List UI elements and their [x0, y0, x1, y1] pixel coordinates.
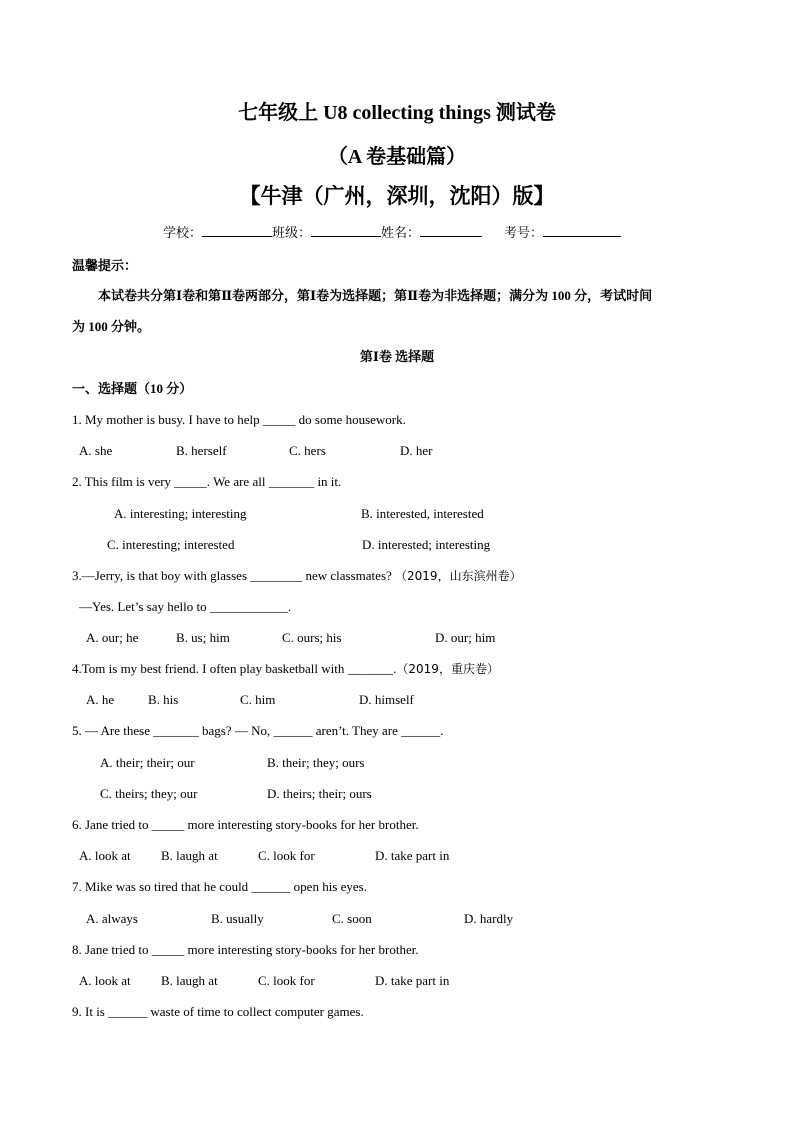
- question-stem: 2. This film is very _____. We are all _______ in it.: [72, 474, 342, 489]
- tips-heading: 温馨提示：: [72, 258, 138, 273]
- option-a[interactable]: A. look at: [79, 973, 131, 988]
- option-d[interactable]: D. theirs; their; ours: [267, 786, 372, 801]
- question-stem: 6. Jane tried to _____ more interesting story-books for her brother.: [72, 817, 419, 832]
- section1-heading: 一、选择题（10 分）: [72, 381, 193, 396]
- option-d[interactable]: D. take part in: [375, 973, 450, 988]
- option-a[interactable]: A. look at: [79, 848, 131, 863]
- question-stem: 8. Jane tried to _____ more interesting story-books for her brother.: [72, 942, 419, 957]
- option-b[interactable]: B. laugh at: [161, 848, 218, 863]
- exam-edition: 【牛津（广州，深圳，沈阳）版】: [239, 184, 555, 208]
- option-d[interactable]: D. interested; interesting: [362, 537, 491, 552]
- question-stem: [72, 661, 499, 677]
- student-info-row: [163, 222, 621, 241]
- question-stem: 5. — Are these _______ bags? — No, ______ aren’t. They are ______.: [72, 723, 444, 738]
- option-a[interactable]: A. she: [79, 443, 113, 458]
- option-a[interactable]: A. our; he: [86, 630, 139, 645]
- option-d[interactable]: D. hardly: [464, 911, 514, 926]
- option-d[interactable]: D. take part in: [375, 848, 450, 863]
- school-label: 学校：: [163, 225, 203, 240]
- exam-no-blank[interactable]: [543, 224, 621, 237]
- question-stem-text: 4.Tom is my best friend. I often play basketball with _______.: [72, 661, 397, 676]
- option-b[interactable]: B. his: [148, 692, 179, 707]
- question-source: （2019，山东滨州卷）: [395, 569, 522, 583]
- name-blank[interactable]: [420, 224, 482, 237]
- option-a[interactable]: A. always: [86, 911, 138, 926]
- question-stem-text: 3.—Jerry, is that boy with glasses ________ new classmates?: [72, 568, 392, 583]
- option-a[interactable]: A. he: [86, 692, 115, 707]
- option-b[interactable]: B. usually: [211, 911, 264, 926]
- option-c[interactable]: C. look for: [258, 973, 315, 988]
- option-c[interactable]: C. hers: [289, 443, 326, 458]
- tips-text-line2: 为 100 分钟。: [72, 319, 151, 334]
- option-b[interactable]: B. interested, interested: [361, 506, 484, 521]
- option-d[interactable]: D. himself: [359, 692, 414, 707]
- tips-text-line1: 本试卷共分第Ⅰ卷和第Ⅱ卷两部分，第Ⅰ卷为选择题；第Ⅱ卷为非选择题；满分为 100 分，考试时间: [98, 288, 653, 303]
- question-stem: [72, 568, 522, 584]
- question-source: （2019，重庆卷）: [396, 662, 499, 676]
- exam-title: 七年级上 U8 collecting things 测试卷: [238, 102, 556, 124]
- option-c[interactable]: C. soon: [332, 911, 372, 926]
- question-stem-reply: —Yes. Let’s say hello to ____________.: [79, 599, 292, 614]
- option-a[interactable]: A. their; their; our: [100, 755, 195, 770]
- question-stem: 7. Mike was so tired that he could ______ open his eyes.: [72, 879, 367, 894]
- exam-no-label: 考号：: [504, 225, 544, 240]
- class-blank[interactable]: [311, 224, 381, 237]
- option-c[interactable]: C. look for: [258, 848, 315, 863]
- part1-heading: 第Ⅰ卷 选择题: [359, 349, 435, 364]
- option-c[interactable]: C. theirs; they; our: [100, 786, 198, 801]
- option-b[interactable]: B. their; they; ours: [267, 755, 365, 770]
- question-stem: 1. My mother is busy. I have to help _____ do some housework.: [72, 412, 406, 427]
- option-d[interactable]: D. our; him: [435, 630, 496, 645]
- option-a[interactable]: A. interesting; interesting: [114, 506, 247, 521]
- option-c[interactable]: C. him: [240, 692, 276, 707]
- name-label: 姓名：: [381, 225, 421, 240]
- option-b[interactable]: B. laugh at: [161, 973, 218, 988]
- school-blank[interactable]: [202, 224, 272, 237]
- question-stem: 9. It is ______ waste of time to collect computer games.: [72, 1004, 364, 1019]
- option-c[interactable]: C. ours; his: [282, 630, 342, 645]
- option-b[interactable]: B. us; him: [176, 630, 230, 645]
- option-c[interactable]: C. interesting; interested: [107, 537, 235, 552]
- class-label: 班级：: [272, 225, 312, 240]
- option-d[interactable]: D. her: [400, 443, 433, 458]
- exam-subtitle: （A 卷基础篇）: [327, 146, 467, 168]
- option-b[interactable]: B. herself: [176, 443, 227, 458]
